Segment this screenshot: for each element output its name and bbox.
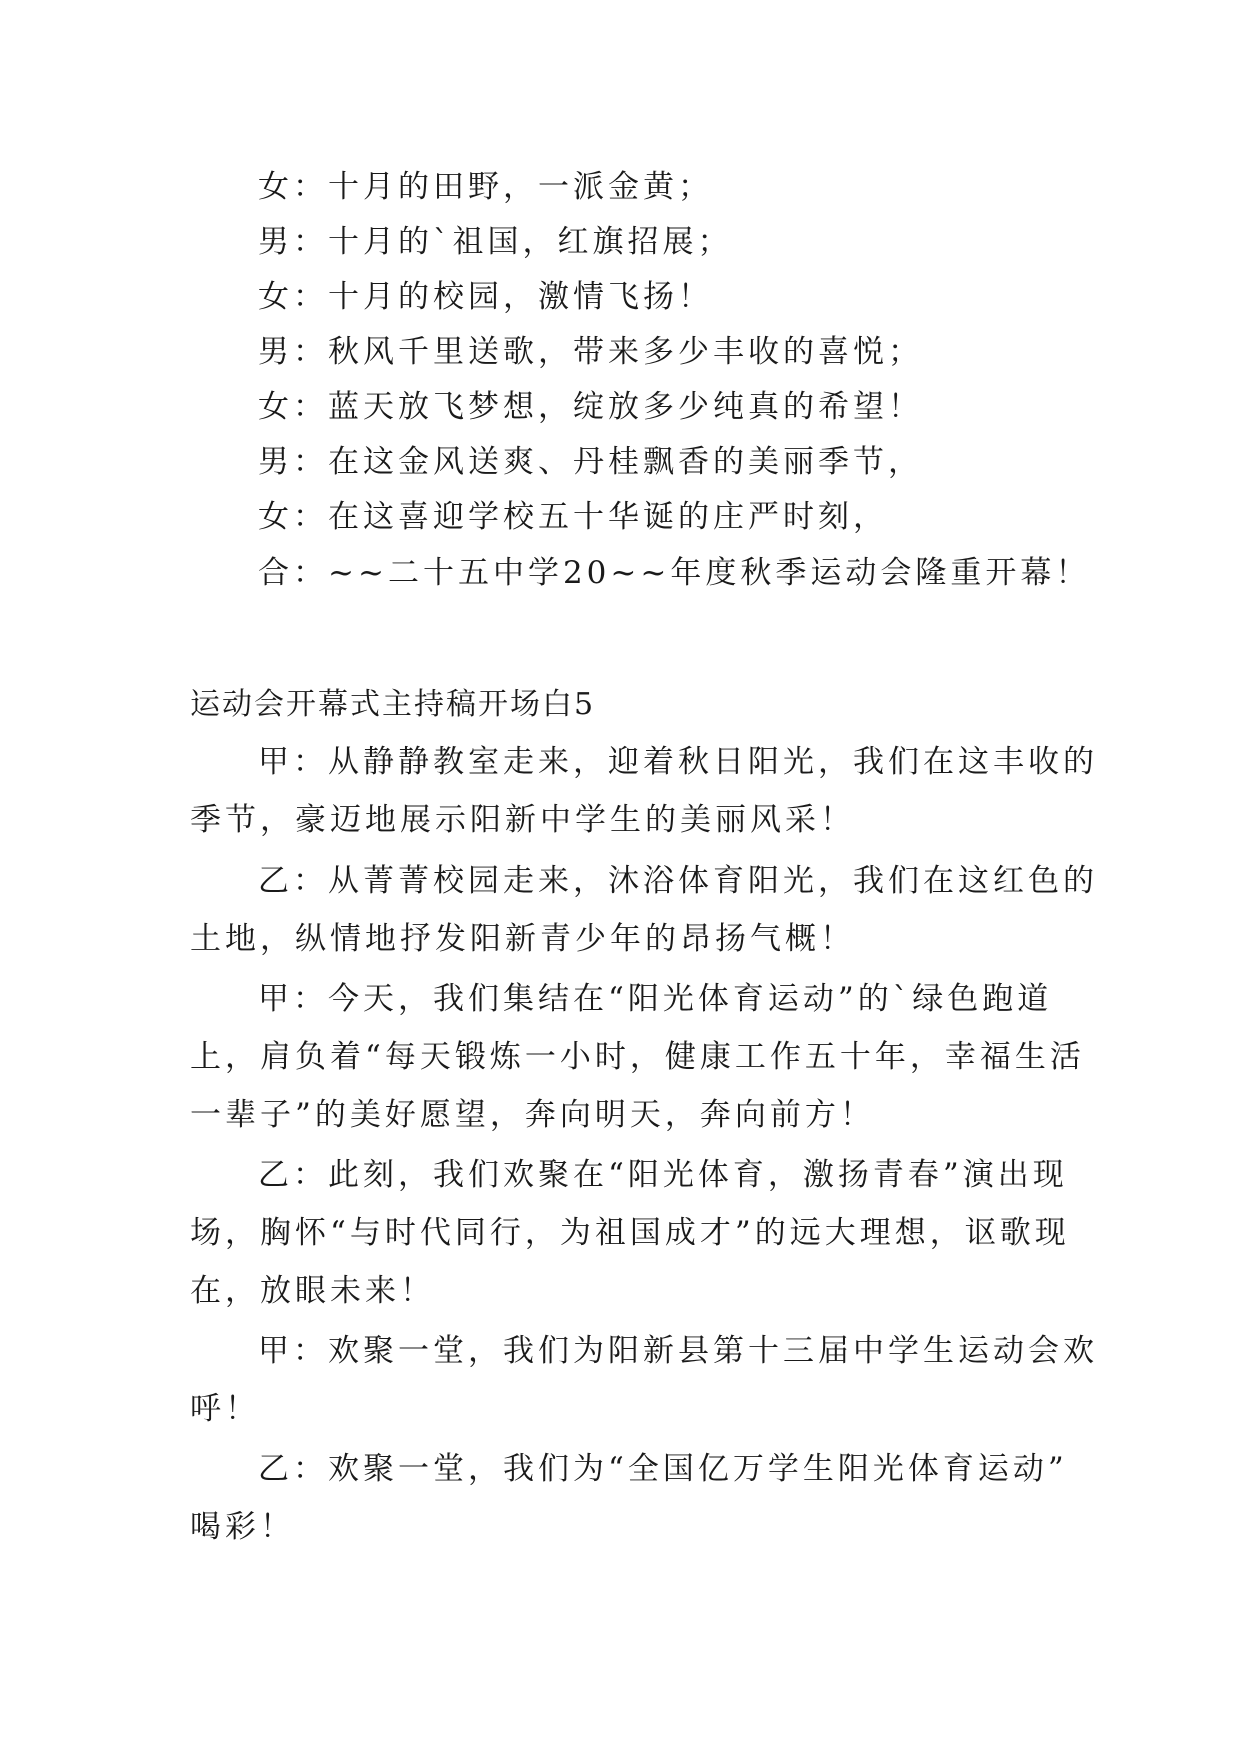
paragraph-line: 乙：从菁菁校园走来，沐浴体育阳光，我们在这红色的 (258, 863, 1098, 899)
dialogue-line: 男：秋风千里送歌，带来多少丰收的喜悦； (258, 334, 923, 370)
section-heading: 运动会开幕式主持稿开场白5 (190, 687, 596, 722)
dialogue-line: 女：在这喜迎学校五十华诞的庄严时刻， (258, 499, 888, 535)
paragraph-line: 乙：欢聚一堂，我们为“全国亿万学生阳光体育运动” (258, 1451, 1068, 1487)
dialogue-line: 男：十月的`祖国，红旗招展； (258, 224, 733, 260)
paragraph-line: 上，肩负着“每天锻炼一小时，健康工作五十年，幸福生活 (190, 1039, 1085, 1075)
paragraph-line: 在，放眼未来！ (190, 1273, 435, 1309)
paragraph-line: 季节，豪迈地展示阳新中学生的美丽风采！ (190, 802, 855, 838)
paragraph-line: 甲：欢聚一堂，我们为阳新县第十三届中学生运动会欢 (258, 1333, 1098, 1369)
paragraph-line: 场，胸怀“与时代同行，为祖国成才”的远大理想，讴歌现 (190, 1215, 1070, 1251)
paragraph-line: 一辈子”的美好愿望，奔向明天，奔向前方！ (190, 1097, 875, 1133)
dialogue-line: 女：十月的田野，一派金黄； (258, 169, 713, 205)
dialogue-line: 合：~~二十五中学20~~年度秋季运动会隆重开幕！ (258, 555, 1091, 591)
dialogue-line: 女：十月的校园，激情飞扬！ (258, 279, 713, 315)
paragraph-line: 甲：今天，我们集结在“阳光体育运动”的`绿色跑道 (258, 981, 1053, 1017)
dialogue-line: 男：在这金风送爽、丹桂飘香的美丽季节， (258, 444, 923, 480)
paragraph-line: 土地，纵情地抒发阳新青少年的昂扬气概！ (190, 921, 855, 957)
paragraph-line: 呼！ (190, 1391, 260, 1427)
paragraph-line: 甲：从静静教室走来，迎着秋日阳光，我们在这丰收的 (258, 744, 1098, 780)
dialogue-line: 女：蓝天放飞梦想，绽放多少纯真的希望！ (258, 389, 923, 425)
paragraph-line: 喝彩！ (190, 1509, 295, 1545)
paragraph-line: 乙：此刻，我们欢聚在“阳光体育，激扬青春”演出现 (258, 1157, 1068, 1193)
